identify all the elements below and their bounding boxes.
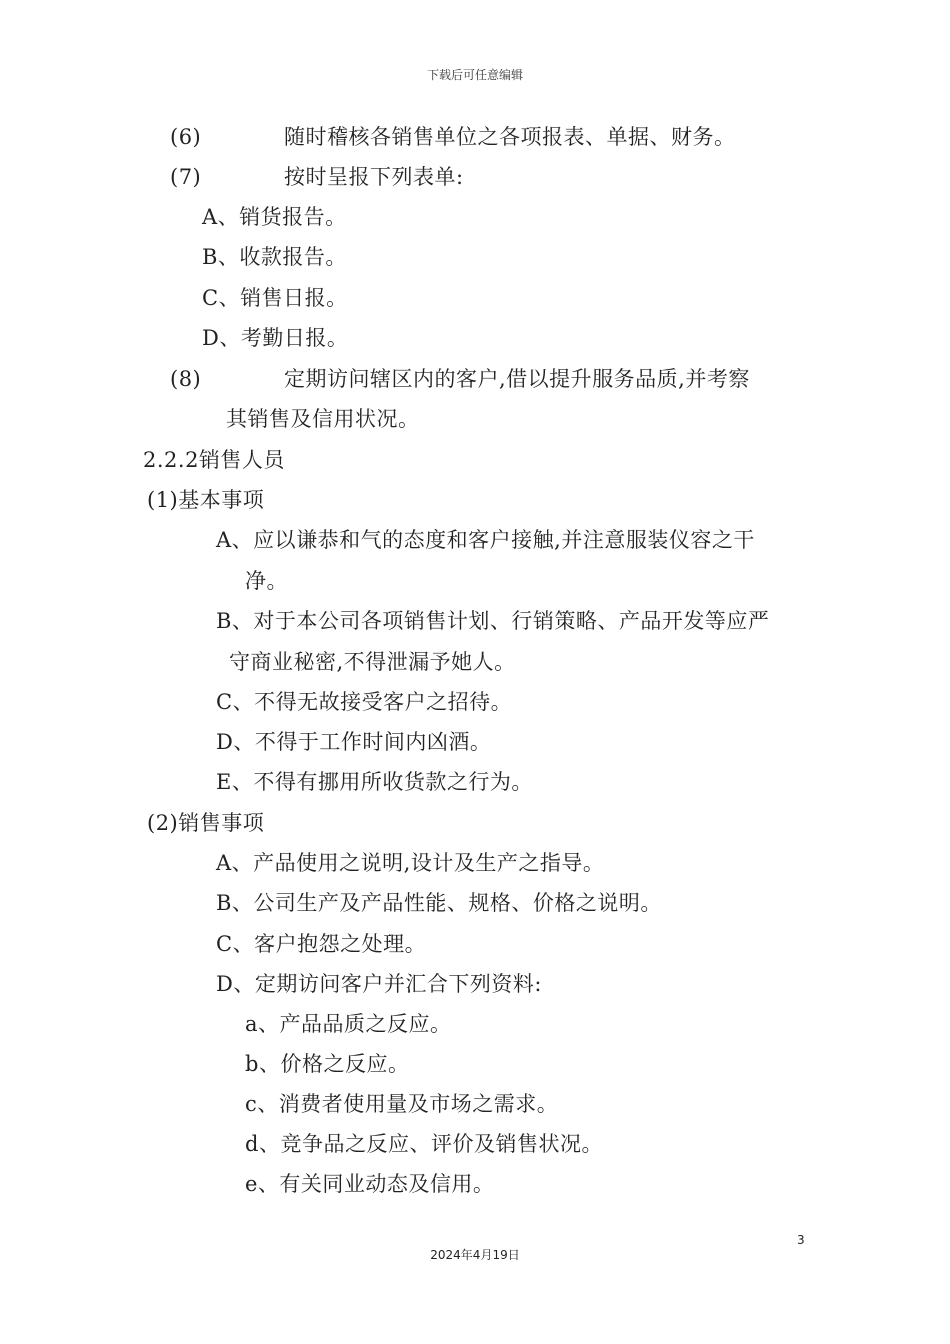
- page-footer-date: 2024年4月19日: [430, 1248, 520, 1262]
- basic-title: (1)基本事项: [147, 488, 265, 512]
- list-item-7: [170, 164, 464, 190]
- sales-sub-c: c、消费者使用量及市场之需求。: [245, 1092, 559, 1116]
- sub-item-c: C、销售日报。: [202, 286, 348, 310]
- sub-item-d: D、考勤日报。: [202, 326, 349, 350]
- item-number: (7): [170, 165, 202, 189]
- basic-item-e: E、不得有挪用所收货款之行为。: [216, 770, 533, 794]
- sales-sub-e: e、有关同业动态及信用。: [245, 1172, 495, 1196]
- basic-item-a-cont: 净。: [245, 569, 288, 593]
- sales-sub-d: d、竞争品之反应、评价及销售状况。: [245, 1132, 603, 1156]
- page-header: 下载后可任意编辑: [426, 68, 523, 82]
- sales-title: (2)销售事项: [147, 811, 265, 835]
- sales-item-b: B、公司生产及产品性能、规格、价格之说明。: [216, 891, 662, 915]
- section-title: 2.2.2销售人员: [143, 448, 285, 472]
- item-text: 随时稽核各销售单位之各项报表、单据、财务。: [284, 125, 736, 149]
- item-number: (6): [170, 125, 202, 149]
- basic-item-b-cont: 守商业秘密,不得泄漏予她人。: [229, 650, 516, 674]
- sales-sub-b: b、价格之反应。: [245, 1052, 410, 1076]
- list-item-6: [170, 124, 736, 150]
- sub-item-b: B、收款报告。: [202, 245, 347, 269]
- basic-item-a: A、应以谦恭和气的态度和客户接触,并注意服装仪容之干: [216, 528, 755, 552]
- page-number: 3: [797, 1233, 805, 1247]
- basic-item-c: C、不得无故接受客户之招待。: [216, 690, 513, 714]
- basic-item-b: B、对于本公司各项销售计划、行销策略、产品开发等应严: [216, 609, 770, 633]
- sales-item-c: C、客户抱怨之处理。: [216, 932, 427, 956]
- item-number: (8): [170, 367, 202, 391]
- sales-sub-a: a、产品品质之反应。: [245, 1012, 452, 1036]
- item-text: 按时呈报下列表单:: [284, 165, 464, 189]
- basic-item-d: D、不得于工作时间内凶酒。: [216, 730, 492, 754]
- item-text: 定期访问辖区内的客户,借以提升服务品质,并考察: [284, 367, 750, 391]
- list-item-8: [170, 366, 750, 392]
- item-8-continuation: 其销售及信用状况。: [226, 407, 420, 431]
- sales-item-d: D、定期访问客户并汇合下列资料:: [216, 972, 542, 996]
- sales-item-a: A、产品使用之说明,设计及生产之指导。: [216, 851, 605, 875]
- sub-item-a: A、销货报告。: [202, 205, 347, 229]
